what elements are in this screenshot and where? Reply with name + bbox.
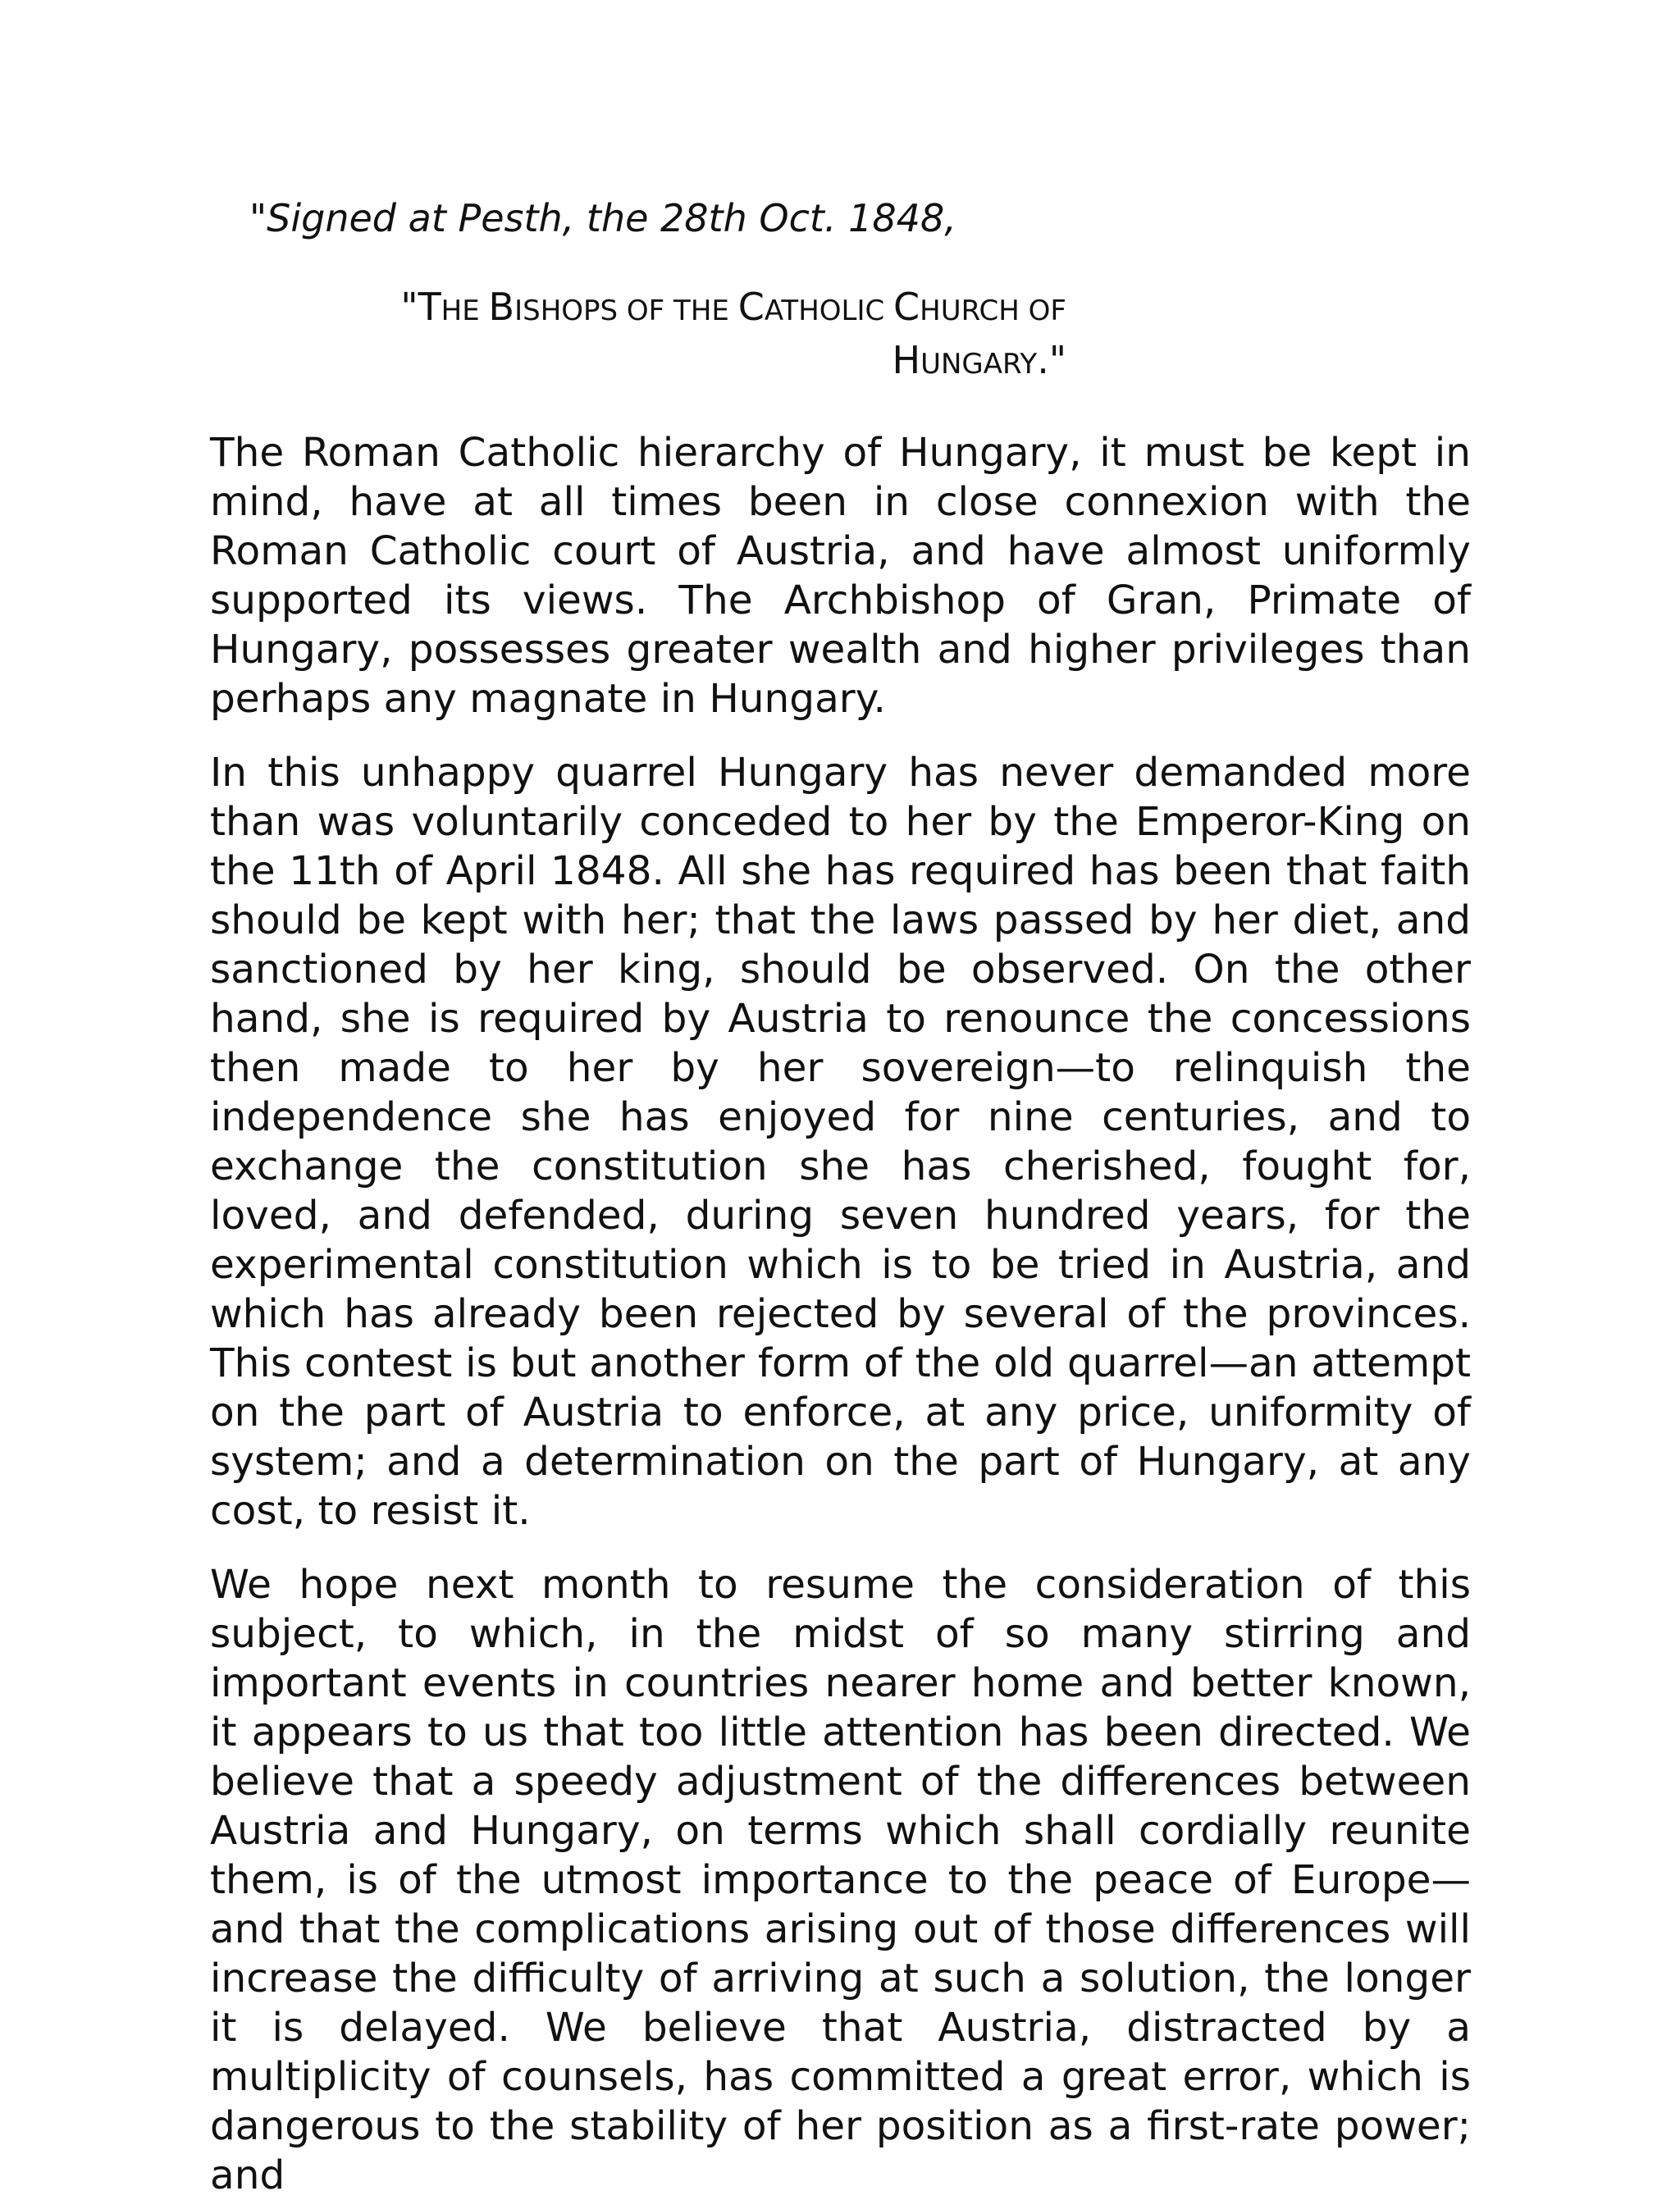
signature-text: HE — [441, 294, 489, 327]
signature-block — [210, 282, 1066, 389]
signature-line-1 — [210, 282, 1066, 335]
signature-text: UNGARY — [920, 348, 1038, 381]
signature-text: B — [488, 285, 515, 329]
signature-text: ATHOLIC — [764, 294, 894, 327]
paragraph-2: In this unhappy quarrel Hungary has never demanded more than was voluntarily conceded to her by the Emperor-King on the 11th of April 1848. All she has required has been that faith should be kept with her; that the laws passed by her diet, and sanctioned by her king, should be observed. On the other hand, she is required by Austria to renounce the concessions then made to her by her sovereign—to relinquish the independence she has enjoyed for nine centuries, and to exchange the constitution she has cherished, fought for, loved, and defended, during seven hundred years, for the experimental constitution which is to be tried in Austria, and which has already been rejected by several of the provinces. This contest is but another form of the old quarrel—an attempt on the part of Austria to enforce, at any price, uniformity of system; and a determination on the part of Hungary, at any cost, to resist it. — [210, 750, 1471, 1534]
dateline-text: Signed at Pesth, the 28th Oct. 1848, — [267, 196, 956, 240]
paragraph-3: We hope next month to resume the consideration of this subject, to which, in the midst of so many stirring and important events in countries nearer home and better known, it appears to us that too little attention has been directed. We believe that a speedy adjustment of the differences between Austria and Hungary, on terms which shall cordially reunite them, is of the utmost importance to the peace of Europe—and that the complications arising out of those differences will increase the difficulty of arriving at such a solution, the longer it is delayed. We believe that Austria, distracted by a multiplicity of counsels, has committed a great error, which is dangerous to the stability of her position as a first-rate power; and — [210, 1562, 1471, 2198]
signature-line-2 — [210, 335, 1066, 389]
dateline — [249, 194, 1471, 243]
document-page — [210, 194, 1471, 2200]
signature-text: H — [892, 338, 921, 382]
signature-text: HURCH OF — [920, 294, 1066, 327]
dateline-open-quote: " — [249, 196, 267, 240]
signature-text: ." — [1037, 338, 1066, 382]
signature-text: C — [893, 285, 920, 329]
signature-text: ISHOPS OF THE — [514, 294, 738, 327]
signature-text: "T — [400, 285, 441, 329]
signature-text: C — [737, 285, 765, 329]
paragraph-1: The Roman Catholic hierarchy of Hungary, it must be kept in mind, have at all times been in close connexion with the Roman Catholic court of Austria, and have almost uniformly supported its views. The Archbishop of Gran, Primate of Hungary, possesses greater wealth and higher privileges than perhaps any magnate in Hungary. — [210, 430, 1471, 722]
